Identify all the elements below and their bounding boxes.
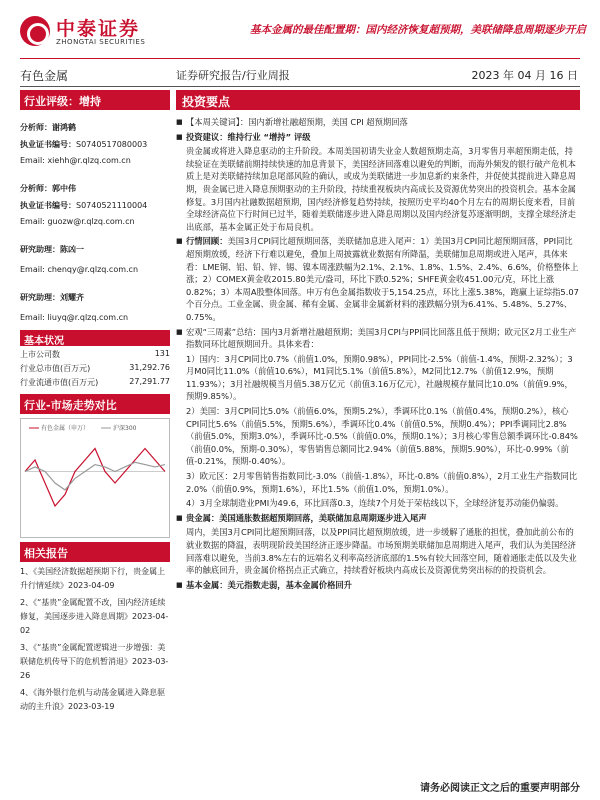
rating-bar <box>20 90 170 110</box>
cert-label: 执业证书编号： <box>20 140 76 149</box>
related-report-link[interactable]: 4、《海外银行危机与动荡金属进入降息驱动的主升浪》2023-03-19 <box>20 688 166 711</box>
analyst-role: 研究助理： <box>20 245 60 254</box>
cert-number: S0740521110004 <box>76 201 148 210</box>
keywords: ■ 【本周关键词】：国内新增社融超预期，美国 CPI 超预期回落 <box>176 116 580 129</box>
basic-row <box>20 349 170 360</box>
logo-icon <box>20 16 50 46</box>
analyst-role: 分析师： <box>20 123 52 132</box>
brand-sub: ZHONGTAI SECURITIES <box>56 38 146 46</box>
analyst-block: 分析师：谢鸿鹤 执业证书编号：S0740517080003 Email: xiehh@r.qlzq.com.cn <box>20 123 148 165</box>
headline: 基本金属的最佳配置期：国内经济恢复超预期，美联储降息周期逐步开启 <box>250 24 586 36</box>
macro-us: 2）美国：3月CPI同比5.0%（前值6.0%，预期5.2%），季调环比0.1%（前值0.4%，预期0.2%），核心CPI同比5.6%（前值5.5%，预期5.6%），季调环比0.4%（前值0.5%，预期0.4%）；PPI季调同比2.8%（前值5.0%，预期3.0%），季调环比-0.5%（前值0.0%，预期0.1%）；3月核心零售总额季调环比-0.84%（前值0.0%，预期-0.30%），零售销售总额同比2.94%（前值5.88%，预期5.90%），环比-0.99%（前值-0.21%，预期-0.40%）。 <box>186 406 578 467</box>
industry-label: 有色金属 <box>20 69 69 83</box>
related-report-link[interactable]: 3、《“基贵”金属配置逻辑进一步增强：美联储危机传导下的危机暂消退》2023-03-26 <box>20 643 169 680</box>
market-review <box>176 235 580 323</box>
precious-label: 贵金属： <box>186 512 220 523</box>
analyst-email[interactable]: chenqy@r.qlzq.com.cn <box>47 265 139 274</box>
investment-advice <box>176 131 580 144</box>
macro-summary: ■ 宏观“三周素”总结：国内3月新增社融超预期；美国3月CPI与PPI同比回落且低于预期；欧元区2月工业生产指数同环比超预期回升。具体来看： <box>176 326 580 351</box>
precious-text: 周内，美国3月CPI同比超预期回落，以及PPI同比超预期放缓，进一步缓解了通胀的担忧，叠加此前公布的就业数据的降温，表明现阶段美国经济正逐步降温。市场预期美联储加息周期进入尾声，我们认为美国经济回落难以避免，当前3.8%左右的远端名义利率高经济底部的1.5%有较大回落空间，随着通胀走低以及失业率的触底回升，贵金属价格拐点正式确立，持续看好板块内高成长及资源优势突出标的的投资机会。 <box>186 527 577 576</box>
report-type: 证券研究报告/行业周报 <box>176 69 290 82</box>
sidebar <box>20 90 170 714</box>
base-headline: 美元指数走弱，基本金属价格回升 <box>227 579 352 590</box>
basic-value: 131 <box>154 349 170 358</box>
main-title: 投资要点 <box>176 90 580 110</box>
analyst-name: 谢鸿鹤 <box>52 123 76 132</box>
base-metals <box>176 579 580 592</box>
analyst-email[interactable]: xiehh@r.qlzq.com.cn <box>47 156 131 165</box>
analyst-block: 研究助理：刘耀齐 Email: liuyq@r.qlzq.com.cn <box>20 293 129 322</box>
basic-value: 27,291.77 <box>129 377 170 386</box>
basic-title: 基本状况 <box>20 330 170 346</box>
basic-key: 行业总市值(百万元) <box>20 364 91 373</box>
cert-number: S0740517080003 <box>76 140 148 149</box>
brand-logo <box>20 14 170 50</box>
review-text: 美国3月CPI同比超预期回落，美联储加息进入尾声：1）美国3月CPI同比超预期回落，PPI同比超预期放缓，经济下行难以避免，叠加上周披露就业数据有所降温，美联储加息周期或进入尾声，具体来看：LME铜、铝、铅、锌、锡、镍本周涨跌幅为2.1%、2.1%、1.8%、1.5%、2.4%、6.6%，价格整体上涨；2）COMEX黄金收2015.80美元/盎司，环比下跌0.52%；SHFE黄金收451.00元/克，环比上涨0.82%；3）本周A股整体回落。申万有色金属指数收于5,154.25点，环比上涨5.38%，跑赢上证综指5.07个百分点。工业金属、贵金属、稀有金属、金属非金属新材料的涨跌幅分别为6.41%、5.48%、5.27%、0.75%。 <box>186 236 579 322</box>
legend-label: 沪深300 <box>113 425 137 432</box>
related-report-link[interactable]: 1、《美国经济数据超预期下行，贵金属上升行情延续》2023-04-09 <box>20 567 166 590</box>
basic-key: 上市公司数 <box>20 350 60 359</box>
rating-value: 增持 <box>79 95 101 108</box>
analyst-email[interactable]: liuyq@r.qlzq.com.cn <box>47 313 129 322</box>
related-list <box>20 565 170 714</box>
precious-headline: 美国通胀数据超预期回落，美联储加息周期逐步进入尾声 <box>219 512 427 523</box>
trend-chart <box>20 418 170 538</box>
footer-disclaimer: 请务必阅读正文之后的重要声明部分 <box>420 783 580 794</box>
report-date: 2023 年 04 月 16 日 <box>471 69 578 82</box>
legend-label: 有色金属（申万） <box>41 425 90 432</box>
macro-euro: 3）欧元区：2月零售销售指数同比-3.0%（前值-1.8%），环比-0.8%（前值0.8%），2月工业生产指数同比2.0%（前值0.9%，预期1.6%），环比1.5%（前值1.0%，预期1.0%）。 <box>186 471 578 494</box>
rating-label: 行业评级： <box>24 95 79 108</box>
basic-row <box>20 377 170 388</box>
series-line <box>25 449 165 507</box>
trend-title: 行业-市场走势对比 <box>20 394 170 414</box>
trend-chart-svg <box>21 419 169 537</box>
review-label: 行情回顾： <box>186 236 228 247</box>
main-content <box>176 90 580 591</box>
cert-label: 执业证书编号： <box>20 201 76 210</box>
analyst-email[interactable]: guozw@r.qlzq.com.cn <box>47 217 135 226</box>
divider <box>20 58 580 59</box>
divider <box>20 86 580 87</box>
analyst-block: 分析师：郭中伟 执业证书编号：S0740521110004 Email: guozw@r.qlzq.com.cn <box>20 184 148 226</box>
brand-name: 中泰证券 <box>56 18 141 40</box>
precious-metals <box>176 512 580 525</box>
related-title: 相关报告 <box>20 542 170 562</box>
macro-pmi: 4）3月全球制造业PMI为49.6，环比回落0.3，连续7个月处于荣枯线以下，全球经济复苏动能仍偏弱。 <box>186 498 564 509</box>
analyst-name: 刘耀齐 <box>60 293 84 302</box>
advice-label: 投资建议：维持行业 “增持” 评级 <box>186 131 311 142</box>
macro-china: 1）国内：3月CPI同比0.7%（前值1.0%，预期0.98%），PPI同比-2.5%（前值-1.4%，预期-2.32%）；3月M0同比11.0%（前值10.6%），M1同比5.1%（前值5.8%），M2同比12.7%（前值12.9%，预期11.93%）；3月社融规模当月值5.38万亿元（前值3.16万亿元），社融规模存量同比10.0%（前值9.9%，预期9.85%）。 <box>186 353 573 402</box>
basic-row <box>20 363 170 374</box>
advice-text: 贵金属或将进入降息驱动的主升阶段。本周美国初请失业金人数超预期走高，3月零售月率超预期走低，持续验证在美联储前期持续快速的加息背景下，美国经济回落难以避免的判断，而海外频发的银行破产危机本质上是对美联储持续加息尾部风险的确认，或成为美联储进一步加息新约束条件，并促使其提前进入降息周期，贵金属已进入降息预期驱动的主升阶段，持续重视板块内高成长及资源优势突出的投资机会。基本金属修复。3月国内社融数据超预期，国内经济修复趋势持续，按照历史平均40个月左右的周期长度来看，目前全球经济高位下行时间已过半，随着美联储逐步进入降息周期以及国内经济复苏逐渐明朗，支撑全球经济走出底部，基本金属正处于布局良机。 <box>186 146 576 232</box>
basic-key: 行业流通市值(百万元) <box>20 378 99 387</box>
analyst-name: 郭中伟 <box>52 184 76 193</box>
base-label: 基本金属： <box>186 579 228 590</box>
analyst-role: 分析师： <box>20 184 52 193</box>
analyst-name: 陈凶一 <box>60 245 84 254</box>
analyst-block: 研究助理：陈凶一 Email: chenqy@r.qlzq.com.cn <box>20 245 139 274</box>
related-report-link[interactable]: 2、《“基贵”金属配置不改，国内经济延续修复，美国逐步进入降息周期》2023-04-02 <box>20 598 169 635</box>
basic-value: 31,292.76 <box>129 363 170 372</box>
analyst-role: 研究助理： <box>20 293 60 302</box>
